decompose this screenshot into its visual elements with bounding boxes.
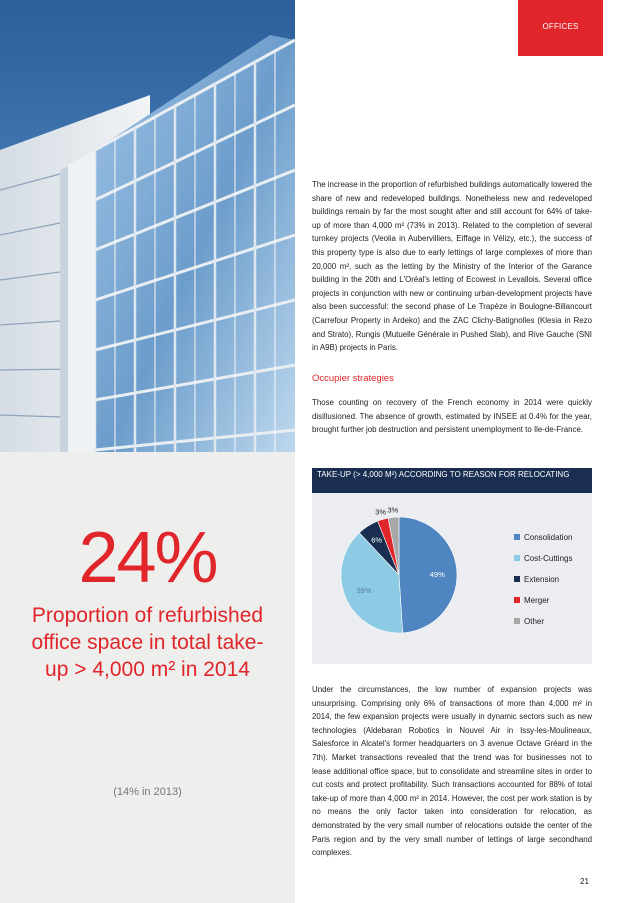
legend-swatch-extension [514, 576, 520, 582]
legend-swatch-other [514, 618, 520, 624]
section-tab-label: OFFICES [542, 22, 579, 31]
stat-description: Proportion of refurbished office space in total take-up > 4,000 m² in 2014 [31, 604, 264, 681]
paragraph-occupier: Those counting on recovery of the French economy in 2014 were quickly disillusioned. The absence of growth, estimated by INSEE at 0.4% for the year, brought further job destruction and persistent unemployment to Ile-de-France. [312, 398, 592, 435]
legend-label-cost-cuttings: Cost-Cuttings [524, 554, 573, 563]
legend-label-consolidation: Consolidation [524, 533, 573, 542]
legend-label-extension: Extension [524, 575, 560, 584]
building-photo [0, 0, 295, 480]
section-tab [518, 0, 603, 56]
chart-header [312, 468, 592, 493]
paragraph-refurbished: The increase in the proportion of refurbished buildings automatically lowered the share of new and redeveloped buildings. Nonetheless new and redeveloped buildings remain by far the most sought after and still account for 64% of take-up of more than 4,000 m² (73% in 2013). Related to the completion of several turnkey projects (Veolia in Aubervilliers, Eiffage in Vélizy, etc.), the success of this property type is also due to early lettings of large complexes of more than 20,000 m², such as the letting by the Ministry of the Interior of the Garance building in the 20th and L'Oréal's letting of Ecowest in Levallois. Several office projects in conjunction with new or continuing urban-development projects have also been successful: the second phase of Le Trapèze in Boulogne-Billancourt (Carrefour Property in Ardeko) and the ZAC Clichy-Batignolles (Klesia in Rezo and Strato), Rungis (Mutuelle Générale in Pushed Slab), and Rive Gauche (SNI in A9B) projects in Paris. [312, 180, 592, 353]
building-illustration [0, 0, 295, 480]
legend-label-other: Other [524, 617, 545, 626]
pie-chart-panel [312, 468, 592, 664]
chart-title: TAKE-UP (> 4,000 M²) ACCORDING TO REASON FOR RELOCATING [317, 470, 570, 479]
pie-slice-consolidation [399, 517, 457, 633]
legend-swatch-merger [514, 597, 520, 603]
pie-chart [312, 493, 592, 664]
pie-label-extension: 6% [371, 535, 383, 545]
pie-label-cost-cuttings: 39% [356, 586, 372, 596]
section-heading-occupier-strategies: Occupier strategies [312, 373, 394, 384]
pie-label-other: 3% [387, 505, 399, 515]
pie-label-consolidation: 49% [429, 569, 445, 579]
page-number: 21 [580, 877, 589, 886]
pie-label-merger: 3% [375, 507, 387, 517]
legend-swatch-consolidation [514, 534, 520, 540]
legend-swatch-cost-cuttings [514, 555, 520, 561]
legend-label-merger: Merger [524, 596, 550, 605]
paragraph-expansion: Under the circumstances, the low number of expansion projects was unsurprising. Comprising only 6% of transactions of more than 4,000 m² in 2014, the few expansion projects were usually in dynamic sectors such as new technologies (Aldebaran Robotics in Nouvel Air in Issy-les-Moulineaux, Salesforce in Alcatel's former headquarters on 3 avenue Octave Gréard in the 7th). Market transactions revealed that the trend was for businesses not to lease additional office space, but to consolidate and streamline sites in order to cut costs and protect profitability. Such transactions accounted for 88% of total take-up of more than 4,000 m² in 2014. However, the cost per work station is by no means the only factor taken into consideration for relocation, as demonstrated by the very small number of relocations outside the center of the Paris region and by the very small number of lettings of large secondhand complexes. [312, 685, 592, 858]
stat-note: (14% in 2013) [113, 786, 182, 798]
stat-value: 24% [78, 518, 217, 598]
